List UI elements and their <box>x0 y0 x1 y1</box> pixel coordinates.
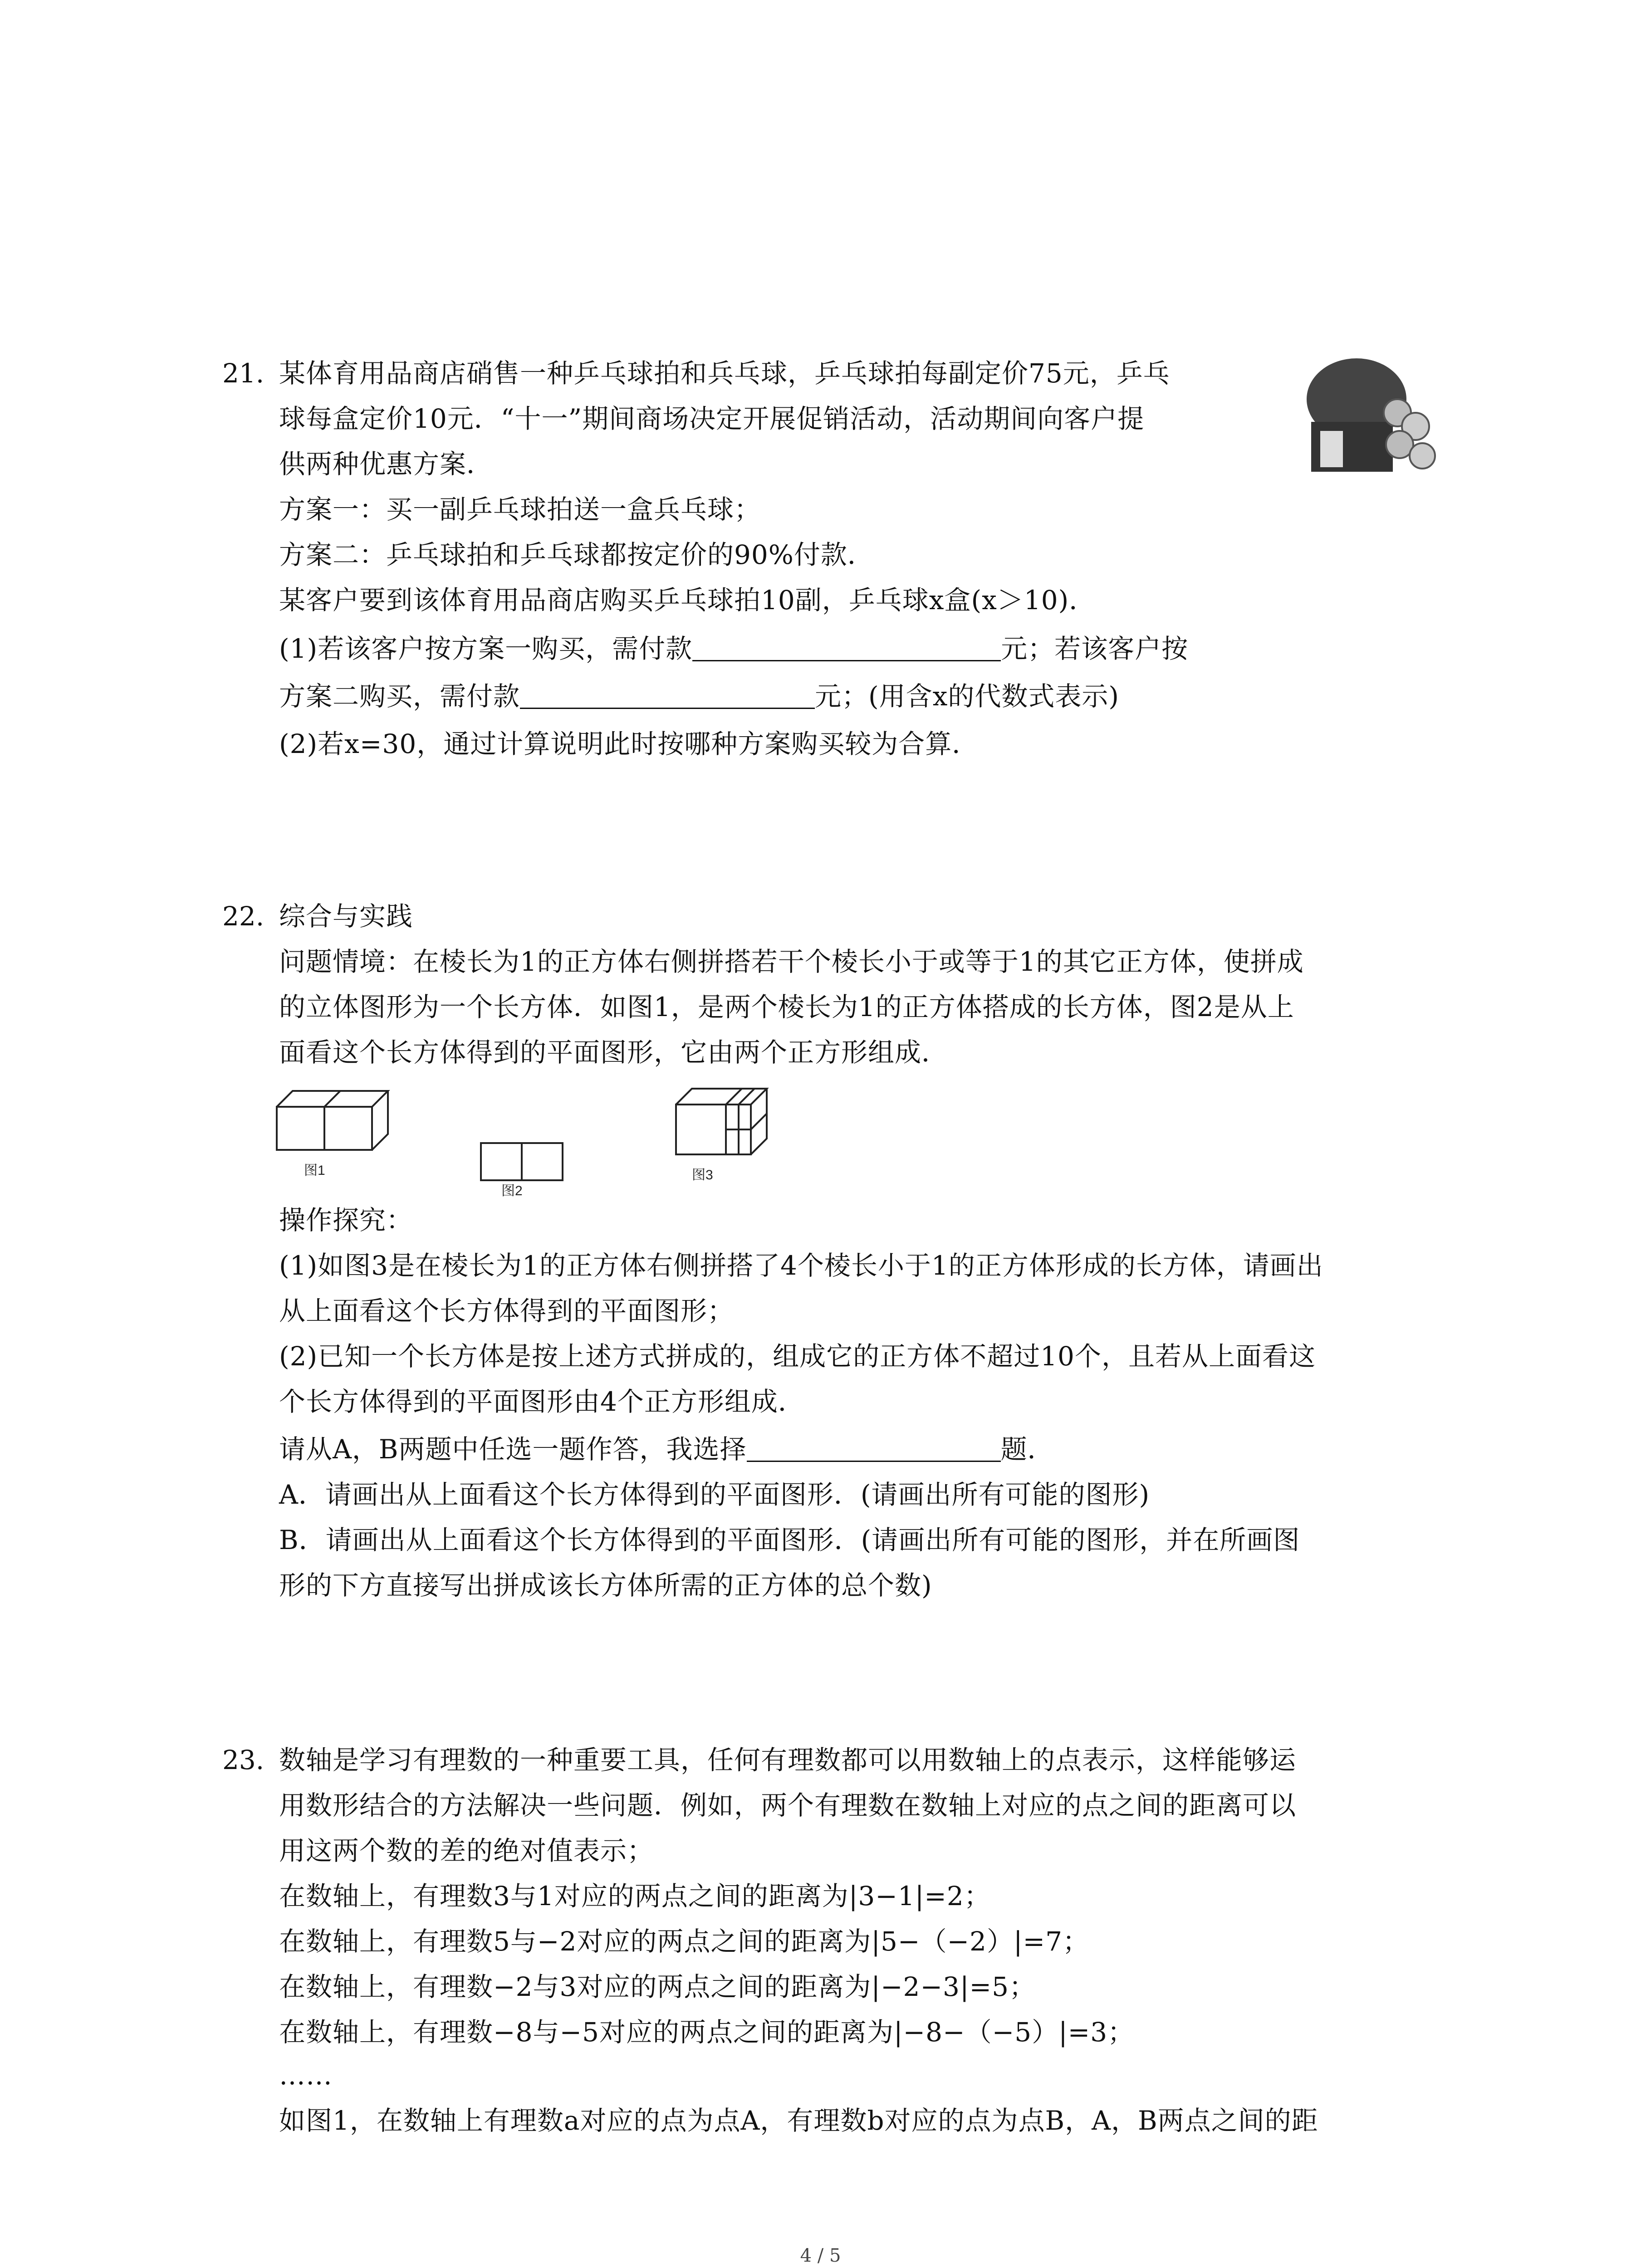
q23-line-6: 在数轴上，有理数−2与3对应的两点之间的距离为|−2−3|=5； <box>279 1971 1036 2002</box>
q22-option-b-cont: 形的下方直接写出拼成该长方体所需的正方体的总个数) <box>279 1570 932 1601</box>
q21-line-3: 供两种优惠方案． <box>279 449 494 479</box>
figure-1-label: 图1 <box>304 1163 325 1178</box>
q21-part1-text-a: (1)若该客户按方案一购买，需付款 <box>279 633 693 664</box>
q23-line-4: 在数轴上，有理数3与1对应的两点之间的距离为|3−1|=2； <box>279 1881 991 1911</box>
q21-line-1: 某体育用品商店硝售一种乒乓球拍和兵乓球，乒乓球拍每副定价75元，乒乓 <box>279 358 1170 389</box>
q22-option-a: A．请画出从上面看这个长方体得到的平面图形．(请画出所有可能的图形) <box>279 1479 1150 1510</box>
q23-line-3: 用这两个数的差的绝对值表示； <box>279 1835 654 1866</box>
q21-line-5: 方案二：乒乓球拍和乒乓球都按定价的90%付款． <box>279 539 874 570</box>
q21-part1-text-d: 元；(用含x的代数式表示) <box>815 681 1119 712</box>
page-number: 4 / 5 <box>800 2245 841 2266</box>
q23-line-5: 在数轴上，有理数5与−2对应的两点之间的距离为|5−（−2）|=7； <box>279 1926 1089 1957</box>
q22-line-2: 问题情境：在棱长为1的正方体右侧拼搭若干个棱长小于或等于1的其它正方体，使拼成 <box>279 946 1304 977</box>
q23-number: 23. <box>222 1745 265 1775</box>
q21-part1-line <box>279 633 1188 665</box>
q22-line-3: 的立体图形为一个长方体．如图1，是两个棱长为1的正方体搭成的长方体，图2是从上 <box>279 992 1294 1022</box>
q21-part2: (2)若x=30，通过计算说明此时按哪种方案购买较为合算． <box>279 728 979 759</box>
q22-choose-line <box>279 1433 1054 1465</box>
figure-2-top-view <box>476 1139 567 1198</box>
q22-line-8: (2)已知一个长方体是按上述方式拼成的，组成它的正方体不超过10个，且若从上面看这 <box>279 1341 1316 1372</box>
q21-part1-text-c: 方案二购买，需付款 <box>279 681 520 712</box>
q22-line-6: (1)如图3是在棱长为1的正方体右侧拼搭了4个棱长小于1的正方体形成的长方体，请画出 <box>279 1250 1323 1281</box>
q22-line-7: 从上面看这个长方体得到的平面图形； <box>279 1295 735 1326</box>
q21-part1-line-2 <box>279 680 1119 712</box>
q23-line-7: 在数轴上，有理数−8与−5对应的两点之间的距离为|−8−（−5）|=3； <box>279 2017 1135 2048</box>
q21-number: 21. <box>222 358 265 389</box>
ping-pong-photo <box>1302 358 1438 476</box>
figure-1-cuboid <box>272 1084 390 1193</box>
q22-choice-blank[interactable] <box>747 1434 1001 1462</box>
q22-line-5: 操作探究： <box>279 1205 413 1236</box>
q21-line-2: 球每盒定价10元．“十一”期间商场决定开展促销活动，活动期间向客户提 <box>279 403 1145 434</box>
q22-line-9: 个长方体得到的平面图形由4个正方形组成． <box>279 1386 805 1417</box>
q21-answer-blank-2[interactable] <box>520 681 815 709</box>
figure-3-label: 图3 <box>692 1168 713 1183</box>
q22-line-1: 综合与实践 <box>279 901 413 932</box>
q23-line-2: 用数形结合的方法解决一些问题．例如，两个有理数在数轴上对应的点之间的距离可以 <box>279 1790 1297 1821</box>
figure-3-cuboid <box>671 1084 771 1198</box>
q21-part1-text-b: 元；若该客户按 <box>1001 633 1189 664</box>
q23-line-1: 数轴是学习有理数的一种重要工具，任何有理数都可以用数轴上的点表示，这样能够运 <box>279 1745 1297 1775</box>
q22-option-b: B．请画出从上面看这个长方体得到的平面图形．(请画出所有可能的图形，并在所画图 <box>279 1525 1300 1555</box>
q22-choose-text-b: 题． <box>1000 1434 1054 1465</box>
q21-answer-blank-1[interactable] <box>692 634 1001 661</box>
q22-line-4: 面看这个长方体得到的平面图形，它由两个正方形组成． <box>279 1037 949 1068</box>
figure-2-label: 图2 <box>501 1183 523 1198</box>
q21-line-6: 某客户要到该体育用品商店购买乒乓球拍10副，乒乓球x盒(x＞10)． <box>279 585 1096 616</box>
q21-line-4: 方案一：买一副乒乓球拍送一盒兵乓球； <box>279 494 761 525</box>
q22-number: 22. <box>222 901 265 932</box>
q23-ellipsis: …… <box>279 2060 333 2091</box>
q22-choose-text-a: 请从A，B两题中任选一题作答，我选择 <box>279 1434 747 1465</box>
q23-line-9: 如图1，在数轴上有理数a对应的点为点A，有理数b对应的点为点B，A，B两点之间的距 <box>279 2105 1318 2136</box>
